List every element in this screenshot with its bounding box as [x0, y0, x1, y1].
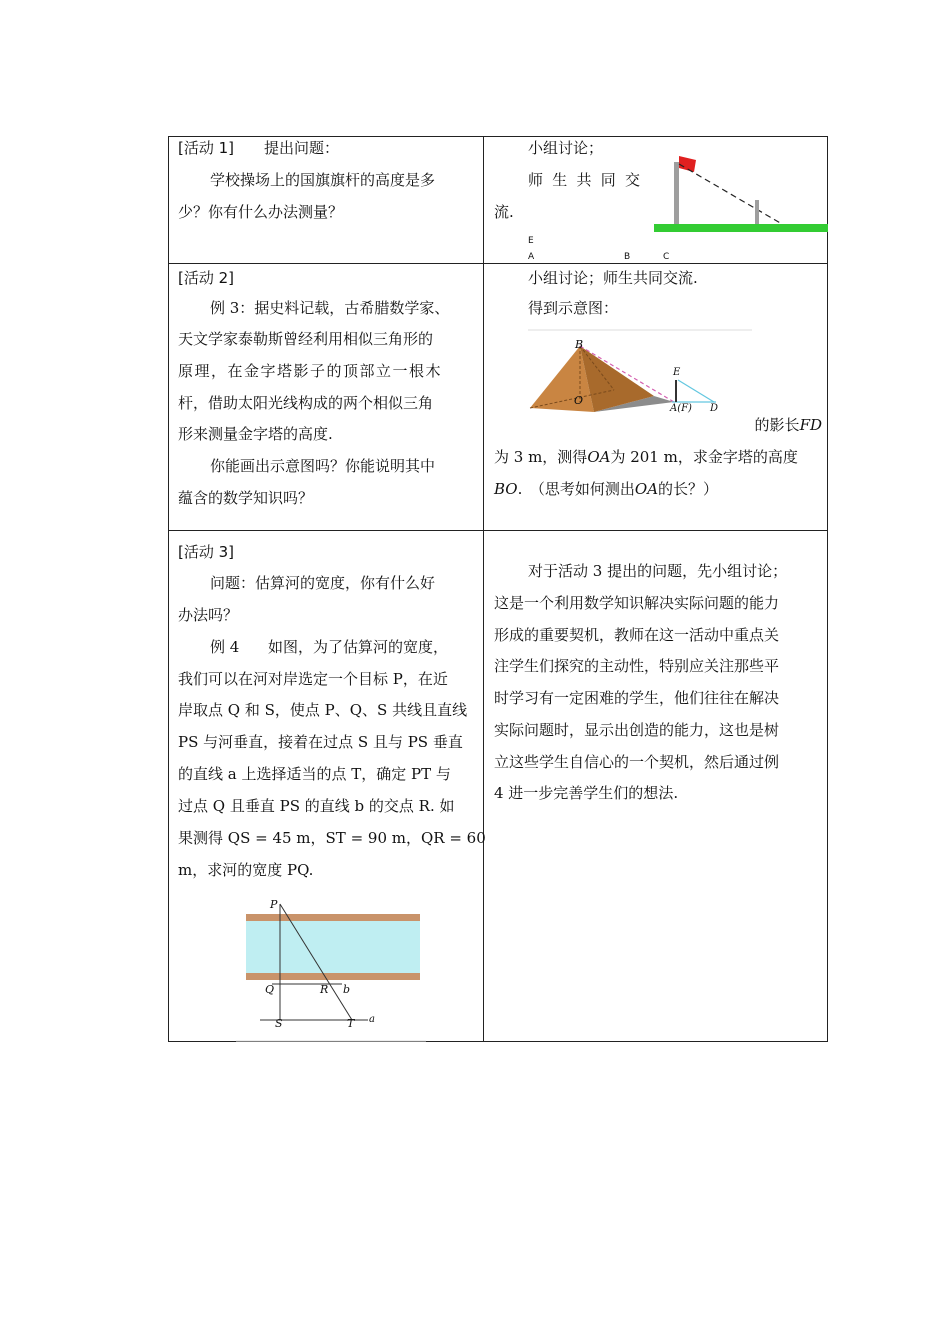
teacher-char: 共 [576, 171, 592, 189]
activity3-example-line3: 岸取点 Q 和 S，使点 P、Q、S 共线且直线 [178, 701, 468, 719]
teacher-char: 同 [600, 171, 616, 189]
pyramid-label-af: A(F) [670, 403, 692, 414]
river-label-r: R [320, 983, 329, 996]
near-bank [246, 973, 420, 980]
activity2-shadow-tail: 的影长 [754, 416, 800, 434]
activity1-tag: [活动 1] [178, 139, 235, 157]
activity3-right-line-6: 立这些学生自信心的一个契机，然后通过例 [494, 753, 780, 771]
table-row-divider-2 [168, 530, 828, 531]
activity1-discussion: 小组讨论； [528, 139, 604, 157]
activity2-line-3: 杆，借助太阳光线构成的两个相似三角 [178, 394, 434, 412]
activity1-line2: 少？你有什么办法测量？ [178, 203, 344, 221]
river-water [246, 921, 420, 973]
flag-label-e: E [528, 236, 534, 246]
activity2-shadow-var: FD [799, 416, 822, 434]
table-border-right [827, 136, 828, 1041]
activity2-diagram-caption: 得到示意图： [528, 299, 619, 317]
activity2-question-line1: 你能画出示意图吗？你能说明其中 [210, 457, 436, 475]
activity3-right-line-4: 时学习有一定困难的学生，他们往往在解决 [494, 689, 780, 707]
activity2-shadow-line [755, 409, 822, 441]
river-figure [236, 900, 426, 1042]
activity1-line1: 学校操场上的国旗旗杆的高度是多 [210, 171, 436, 189]
activity1-heading: 提出问题： [264, 139, 340, 157]
activity2-line-2: 原理，在金字塔影子的顶部立一根木 [178, 362, 443, 380]
pyramid-label-e: E [673, 367, 681, 378]
activity3-tag: [活动 3] [178, 543, 235, 561]
river-label-a: a [369, 1014, 375, 1025]
activity3-example-line6: 过点 Q 且垂直 PS 的直线 b 的交点 R. 如 [178, 797, 455, 815]
activity3-right-line-7: 4 进一步完善学生们的想法. [494, 784, 679, 802]
activity2-measure-a: 为 3 m，测得 [494, 448, 588, 466]
activity3-example-line1: 如图，为了估算河的宽度， [268, 638, 449, 656]
activity3-example-line7: 果测得 QS = 45 m，ST = 90 m，QR = 60 [178, 829, 486, 847]
activity2-question-line2: 蕴含的数学知识吗？ [178, 489, 314, 507]
sun-ray-line [679, 164, 782, 224]
river-label-p: P [270, 898, 278, 911]
activity3-example-line2: 我们可以在河对岸选定一个目标 P，在近 [178, 670, 448, 688]
flag-label-b: B [624, 252, 631, 262]
activity2-think-b: 的长？） [658, 480, 719, 498]
river-label-s: S [275, 1017, 283, 1030]
activity3-example-label: 例 4 [210, 638, 240, 656]
activity3-example-line8: m，求河的宽度 PQ. [178, 861, 314, 879]
activity2-var-oa: OA [587, 448, 611, 466]
activity2-think-a: . （思考如何测出 [517, 480, 635, 498]
activity3-problem-line2: 办法吗？ [178, 606, 239, 624]
activity2-measure-line [494, 441, 798, 473]
flag-label-a: A [528, 252, 535, 262]
activity3-right-line-3: 注学生们探究的主动性，特别应关注那些平 [494, 657, 780, 675]
activity1-teacher-end: 流. [494, 203, 514, 221]
activity2-line-1: 天文学家泰勒斯曾经利用相似三角形的 [178, 330, 434, 348]
activity3-right-line-2: 形成的重要契机，教师在这一活动中重点关 [494, 626, 780, 644]
teacher-char: 师 [528, 171, 544, 189]
activity3-example-line5: 的直线 a 上选择适当的点 T，确定 PT 与 [178, 765, 451, 783]
pyramid-label-d: D [710, 403, 719, 414]
flagpole-figure [650, 150, 830, 240]
measuring-stick [755, 200, 759, 224]
activity2-var-bo: BO [494, 480, 518, 498]
activity2-line-4: 形来测量金字塔的高度. [178, 425, 333, 443]
activity2-tag: [活动 2] [178, 269, 235, 287]
river-label-b: b [343, 983, 351, 996]
activity2-line-0: 例 3：据史料记载，古希腊数学家、 [210, 299, 450, 317]
far-bank [246, 914, 420, 921]
table-border-left [168, 136, 169, 1041]
activity3-right-line-0: 对于活动 3 提出的问题，先小组讨论； [528, 562, 788, 580]
river-label-q: Q [265, 983, 275, 996]
activity2-discussion: 小组讨论；师生共同交流. [528, 269, 698, 287]
table-row-divider-1 [168, 263, 828, 264]
activity3-example-line4: PS 与河垂直，接着在过点 S 且与 PS 垂直 [178, 733, 463, 751]
teacher-char: 生 [552, 171, 568, 189]
activity3-problem-line1: 问题：估算河的宽度，你有什么好 [210, 574, 436, 592]
river-label-t: T [347, 1017, 355, 1030]
pyramid-label-o: O [574, 394, 584, 407]
flag-label-c: C [663, 252, 670, 262]
activity1-teacher-line [528, 164, 640, 196]
pyramid-label-b: B [575, 338, 584, 351]
table-column-divider [483, 136, 484, 1041]
activity3-right-line-1: 这是一个利用数学知识解决实际问题的能力 [494, 594, 780, 612]
flagpole [674, 162, 679, 224]
activity3-right-line-5: 实际问题时，显示出创造的能力，这也是树 [494, 721, 780, 739]
activity2-think-var: OA [634, 480, 659, 498]
teacher-char: 交 [624, 171, 640, 189]
activity2-measure-b: 为 201 m，求金字塔的高度 [610, 448, 798, 466]
pyramid-figure [524, 326, 754, 416]
stick-shadow-ray [678, 380, 714, 402]
grass-ground [654, 224, 828, 232]
activity2-think-line [494, 473, 718, 505]
